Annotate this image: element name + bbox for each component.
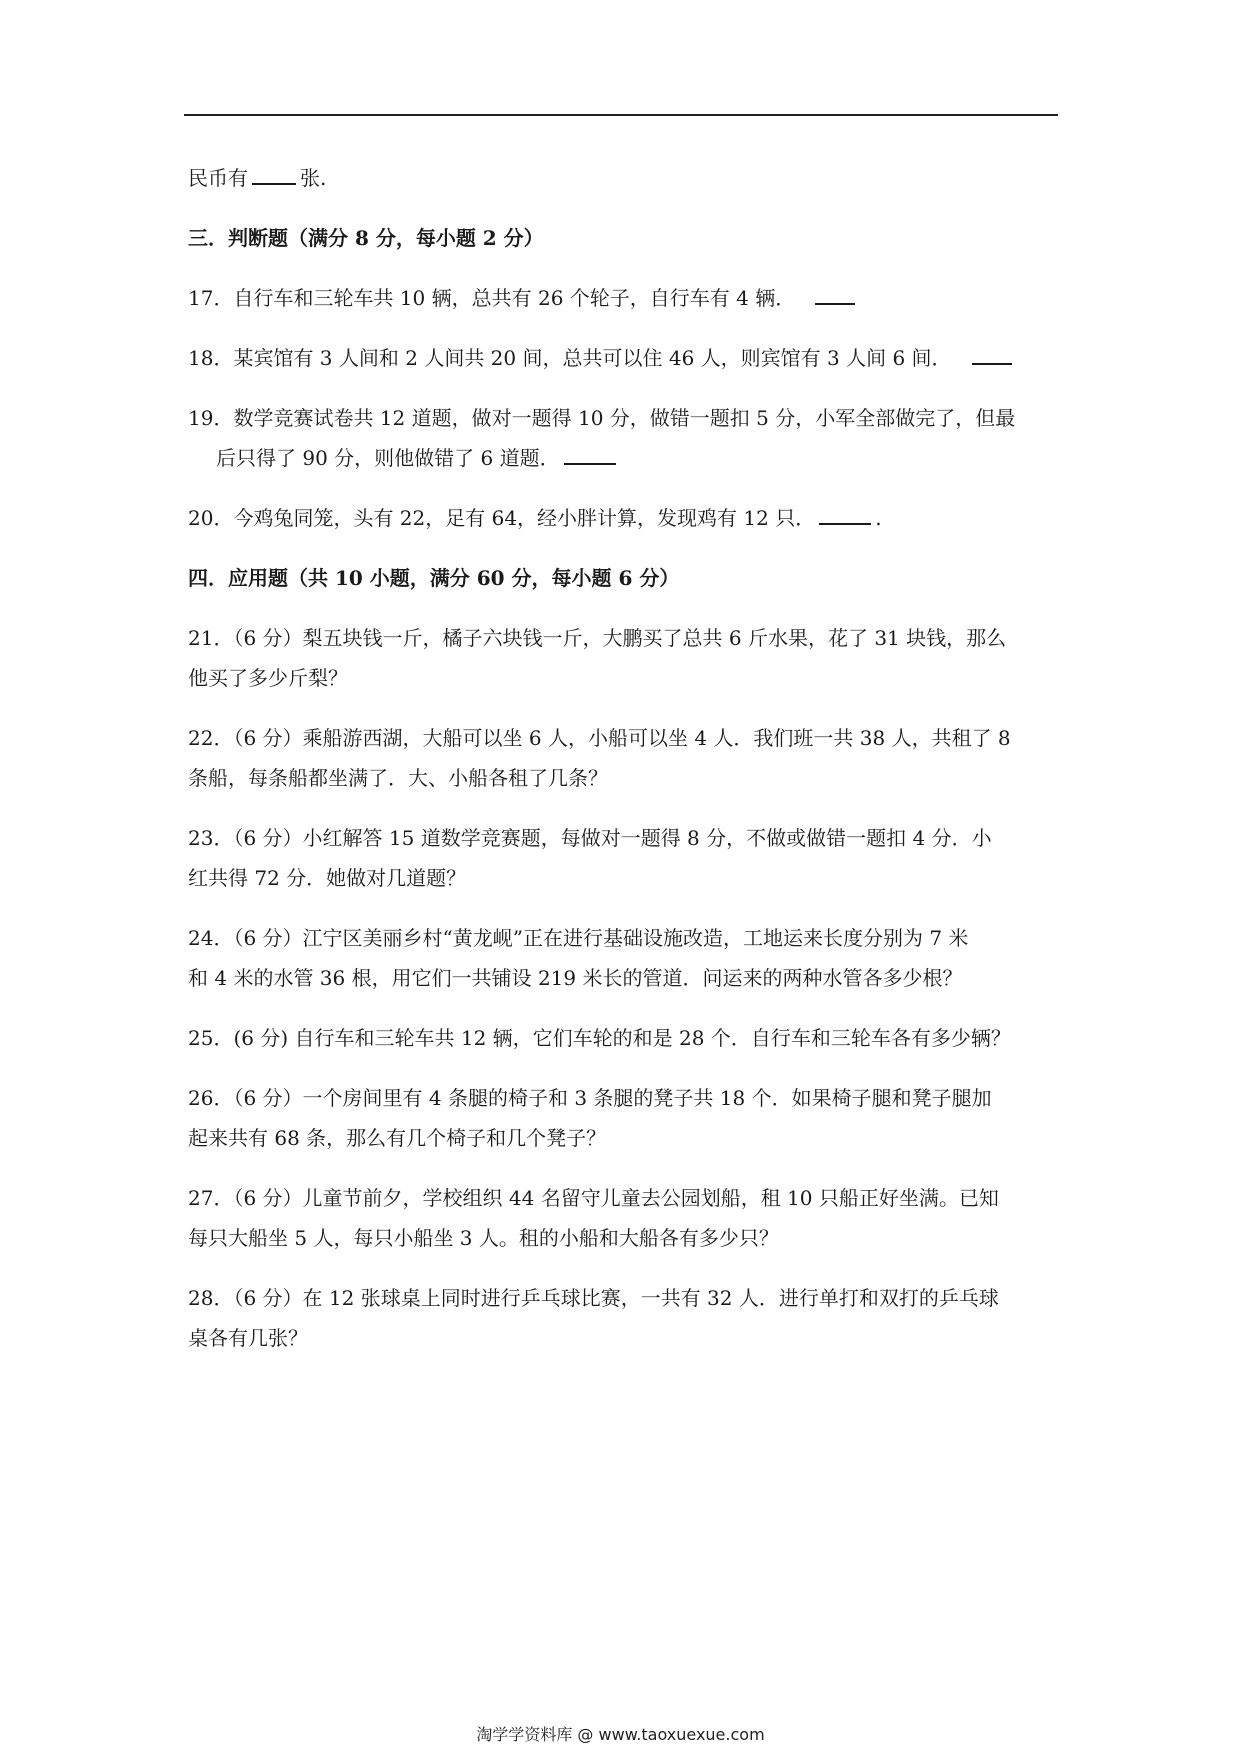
question-18: 18．某宾馆有 3 人间和 2 人间共 20 间，总共可以住 46 人，则宾馆有 3 人间 6 间． [188, 338, 1056, 378]
answer-blank [815, 283, 855, 305]
question-24: 24．（6 分）江宁区美丽乡村“黄龙岘”正在进行基础设施改造，工地运来长度分别为 7 米 和 4 米的水管 36 根，用它们一共铺设 219 米长的管道．问运来的两种水管各多少根？ [188, 926, 969, 990]
question-21: 21．（6 分）梨五块钱一斤，橘子六块钱一斤，大鹏买了总共 6 斤水果，花了 31 块钱，那么 他买了多少斤梨？ [188, 626, 1007, 690]
answer-blank [252, 163, 296, 185]
question-26: 26．（6 分）一个房间里有 4 条腿的椅子和 3 条腿的凳子共 18 个．如果椅子腿和凳子腿加 起来共有 68 条，那么有几个椅子和几个凳子？ [188, 1086, 992, 1150]
section-title-application: 四．应用题（共 10 小题，满分 60 分，每小题 6 分） [188, 566, 680, 590]
header-rule [184, 114, 1058, 116]
question-25: 25．(6 分) 自行车和三轮车共 12 辆，它们车轮的和是 28 个．自行车和三轮车各有多少辆？ [188, 1026, 1011, 1050]
answer-blank [819, 503, 871, 525]
question-23: 23．（6 分）小红解答 15 道数学竞赛题，每做对一题得 8 分，不做或做错一题扣 4 分．小 红共得 72 分．她做对几道题？ [188, 826, 992, 890]
question-27: 27．（6 分）儿童节前夕，学校组织 44 名留守儿童去公园划船，租 10 只船正好坐满。已知 每只大船坐 5 人，每只小船坐 3 人。租的小船和大船各有多少只？ [188, 1186, 999, 1250]
footer-watermark: 淘学学资料库 @ www.taoxuexue.com [476, 1725, 765, 1744]
answer-blank [564, 443, 616, 465]
answer-blank [972, 343, 1012, 365]
question-17: 17．自行车和三轮车共 10 辆，总共有 26 个轮子，自行车有 4 辆． [188, 278, 1056, 318]
section-title-judgement: 三．判断题（满分 8 分，每小题 2 分） [188, 226, 544, 250]
continued-question-fragment: 民币有 张. [188, 158, 1056, 198]
question-28: 28．（6 分）在 12 张球桌上同时进行乒乓球比赛，一共有 32 人．进行单打和双打的乒乓球 桌各有几张？ [188, 1286, 999, 1350]
question-22: 22．（6 分）乘船游西湖，大船可以坐 6 人，小船可以坐 4 人．我们班一共 38 人，共租了 8 条船，每条船都坐满了．大、小船各租了几条？ [188, 726, 1011, 790]
question-20: 20．今鸡兔同笼，头有 22，足有 64，经小胖计算，发现鸡有 12 只． . [188, 498, 1056, 538]
document-body [188, 158, 1056, 1378]
question-19: 19．数学竞赛试卷共 12 道题，做对一题得 10 分，做错一题扣 5 分，小军全部做完了，但最 后只得了 90 分，则他做错了 6 道题． [188, 406, 1016, 470]
